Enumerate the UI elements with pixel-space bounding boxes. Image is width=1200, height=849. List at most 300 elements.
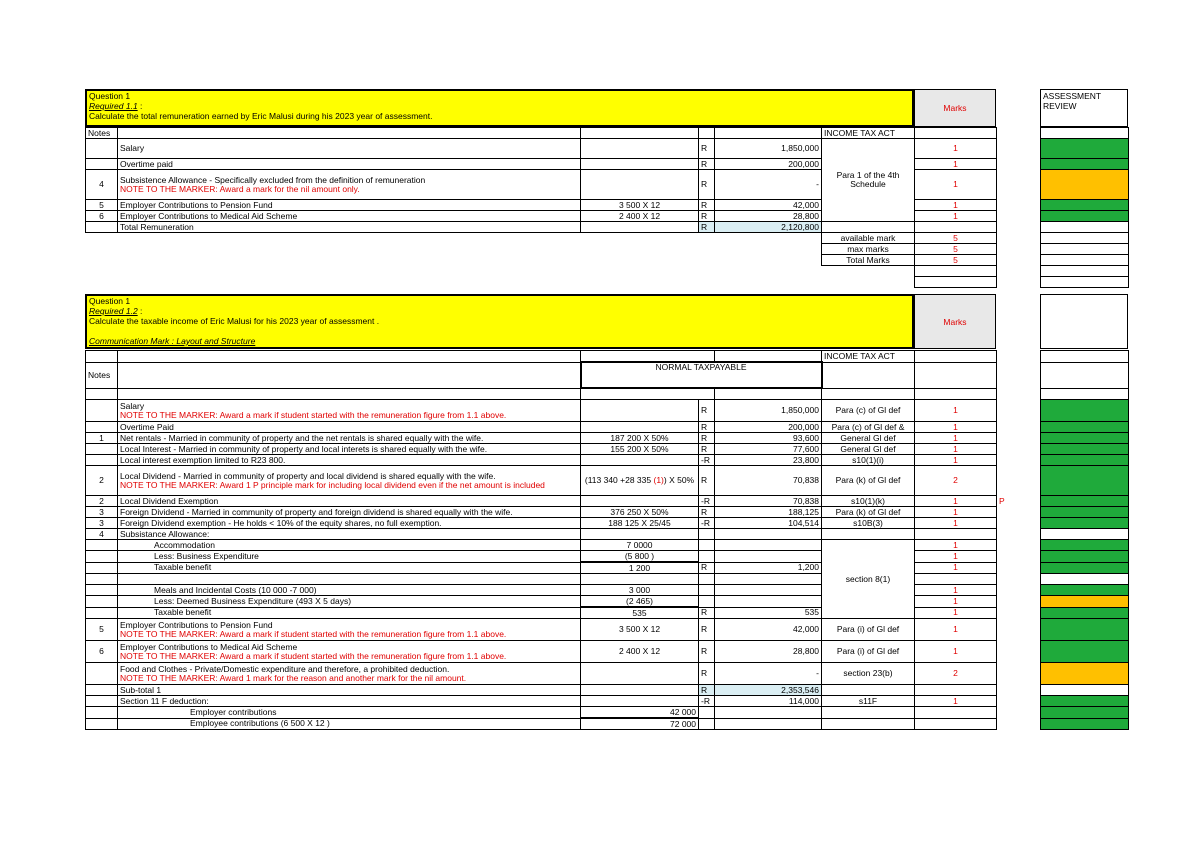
q2-calc-mark: (1) (653, 475, 664, 485)
q1-review (1041, 277, 1129, 288)
q2-contrib-label: Employee contributions (6 500 X 12 ) (118, 718, 581, 730)
q2-normal-header: NORMAL TAXPAYABLE (581, 362, 822, 388)
q1-mark (915, 266, 997, 277)
q1-review (1041, 170, 1129, 200)
q2-currency: R (699, 466, 715, 496)
q2-sub-currency (699, 551, 715, 563)
q1-row (86, 170, 1129, 200)
q2-gap (997, 562, 1041, 574)
q2-sub-amount (715, 596, 822, 608)
q1-act-text: Para 1 of the 4th Schedule (836, 170, 900, 189)
q1-header (85, 89, 914, 127)
q1-act (822, 139, 915, 222)
q1-gap (997, 139, 1041, 159)
q1-act (822, 222, 915, 233)
q2-subtotal-label: Sub-total 1 (118, 685, 581, 696)
q1-amount: 1,850,000 (715, 139, 822, 159)
q2-desc-text: Salary (120, 400, 145, 411)
q1-mark: 1 (915, 159, 997, 170)
q1-calc: 2 400 X 12 (581, 211, 699, 222)
q2-desc (118, 444, 581, 455)
q2-mark: 2 (915, 663, 997, 685)
q2-currency: R (699, 400, 715, 422)
q2-notes-header: Notes (86, 362, 118, 388)
q2-sub-row (86, 551, 1129, 563)
q2-amount: 70,838 (715, 466, 822, 496)
q2-calc: 188 125 X 25/45 (581, 518, 699, 529)
q2-note (86, 585, 118, 596)
q1-required-suffix: : (137, 101, 143, 111)
q2-mark: 1 (915, 422, 997, 433)
q2-currency: R (699, 641, 715, 663)
q2-mark: 1 (915, 455, 997, 466)
q2-desc-marker-note: NOTE TO THE MARKER: Award a mark if student started with the remuneration figure from 1.1 above. (120, 650, 507, 661)
q2-side (997, 422, 1041, 433)
q2-act: section 23(b) (822, 663, 915, 685)
q2-sub-calc: 3 000 (581, 585, 699, 596)
q1-total-currency: R (699, 222, 715, 233)
q2-sub-amount: 535 (715, 607, 822, 619)
q2-note (86, 444, 118, 455)
q2-gap (997, 596, 1041, 608)
q2-sub-currency (699, 540, 715, 551)
q1-act-header: INCOME TAX ACT (822, 128, 915, 139)
q2-sub-review (1041, 596, 1129, 608)
q2-marks-header (914, 294, 996, 349)
q2-currency: -R (699, 518, 715, 529)
q2-gap (997, 707, 1041, 719)
q1-desc (118, 139, 581, 159)
q2-mark: 1 (915, 641, 997, 663)
q2-currency: R (699, 422, 715, 433)
q1-calc (581, 170, 699, 200)
q2-mark: 1 (915, 496, 997, 507)
q2-amount (715, 707, 822, 719)
q2-review (1041, 663, 1129, 685)
q2-s11f-act: s11F (822, 696, 915, 707)
q1-summary-row (86, 233, 1129, 244)
q2-currency: R (699, 663, 715, 685)
q1-blank (86, 266, 915, 277)
q2-sub-currency (699, 585, 715, 596)
q1-desc-text: Overtime paid (120, 158, 173, 169)
q2-calc (581, 466, 699, 496)
q2-gap (997, 585, 1041, 596)
q2-desc-text: Subsistance Allowance: (120, 528, 210, 539)
q2-note (86, 400, 118, 422)
q1-total-amount: 2,120,800 (715, 222, 822, 233)
q1-review (1041, 233, 1129, 244)
q2-act: Para (c) of Gl def & (822, 422, 915, 433)
q1-gap (997, 244, 1041, 255)
q2-row (86, 433, 1129, 444)
q2-row (86, 496, 1129, 507)
q2-act: Para (i) of Gl def (822, 619, 915, 641)
q2-row (86, 619, 1129, 641)
q1-table (85, 127, 1129, 288)
q1-blank (86, 277, 915, 288)
q1-total-label: Total Remuneration (118, 222, 581, 233)
q2-act: General Gl def (822, 433, 915, 444)
q2-required-suffix: : (137, 306, 143, 316)
q2-note: 5 (86, 619, 118, 641)
q2-row (86, 641, 1129, 663)
q2-act (822, 685, 915, 696)
q2-sub-review (1041, 607, 1129, 619)
q2-sub-calc: 535 (581, 607, 699, 619)
q2-review (1041, 685, 1129, 696)
q2-communication: Communication Mark : Layout and Structure (89, 336, 256, 346)
q2-subtotal-currency: R (699, 685, 715, 696)
q2-desc-text: Food and Clothes - Private/Domestic expenditure and therefore, a prohibited deduction. (120, 663, 450, 674)
q2-gap (997, 551, 1041, 563)
q2-calc-text: (113 340 +28 335 (584, 475, 654, 485)
q2-sub-mark (915, 574, 997, 585)
q2-sub-amount: 1,200 (715, 562, 822, 574)
q2-currency: -R (699, 496, 715, 507)
q2-note (86, 685, 118, 696)
q2-sub-calc: 7 0000 (581, 540, 699, 551)
q2-calc (581, 455, 699, 466)
q1-summary-value: 5 (915, 233, 997, 244)
q2-desc (118, 518, 581, 529)
q2-sub-mark: 1 (915, 585, 997, 596)
q2-desc (118, 466, 581, 496)
q2-sub-currency: R (699, 607, 715, 619)
q2-calc: 155 200 X 50% (581, 444, 699, 455)
q2-amount: 188,125 (715, 507, 822, 518)
q2-sub-amount (715, 585, 822, 596)
q1-amount: 28,800 (715, 211, 822, 222)
q2-act: s10(1)(k) (822, 496, 915, 507)
q1-desc-marker-note: NOTE TO THE MARKER: Award a mark for the nil amount only. (120, 183, 360, 194)
q2-gap (997, 607, 1041, 619)
q2-sub-review (1041, 540, 1129, 551)
q2-sub-desc (118, 574, 581, 585)
q2-currency (699, 707, 715, 719)
q2-contrib-value: 72 000 (581, 718, 699, 730)
q2-sub-amount (715, 574, 822, 585)
q1-row (86, 139, 1129, 159)
q2-subtotal-amount: 2,353,546 (715, 685, 822, 696)
q2-note: 6 (86, 641, 118, 663)
q2-note (86, 422, 118, 433)
q2-side (997, 529, 1041, 540)
q2-desc-marker-note: NOTE TO THE MARKER: Award 1 mark for the reason and another mark for the nil amount. (120, 672, 467, 683)
q2-desc (118, 400, 581, 422)
q2-sub-mark: 1 (915, 551, 997, 563)
q2-mark (915, 718, 997, 730)
q2-title: Question 1 (89, 296, 131, 306)
q2-amount: 1,850,000 (715, 400, 822, 422)
q2-desc (118, 496, 581, 507)
q2-sub-desc: Meals and Incidental Costs (10 000 -7 000) (118, 585, 581, 596)
q2-sub-row (86, 596, 1129, 608)
q2-side (997, 507, 1041, 518)
q2-desc-text: Local Dividend Exemption (120, 495, 219, 506)
q2-calc (581, 496, 699, 507)
q2-desc-text: Employer Contributions to Pension Fund (120, 619, 273, 630)
q2-subtotal-row (86, 685, 1129, 696)
q2-note (86, 718, 118, 730)
q2-note (86, 596, 118, 608)
q1-gap (997, 277, 1041, 288)
q2-sub-mark: 1 (915, 607, 997, 619)
q2-review (1041, 422, 1129, 433)
q1-note: 6 (86, 211, 118, 222)
q2-row (86, 444, 1129, 455)
q2-act: Para (k) of Gl def (822, 466, 915, 496)
q1-required: Required 1.1 (89, 101, 138, 111)
q2-note: 1 (86, 433, 118, 444)
q2-sub-desc: Taxable benefit (118, 607, 581, 619)
q2-act: Para (i) of Gl def (822, 641, 915, 663)
q2-s11f-amount: 114,000 (715, 696, 822, 707)
q1-summary-value: 5 (915, 244, 997, 255)
q2-mark (915, 685, 997, 696)
q1-gap (997, 222, 1041, 233)
q1-row (86, 211, 1129, 222)
q2-currency: -R (699, 455, 715, 466)
q2-sub-row (86, 585, 1129, 596)
q1-amount: - (715, 170, 822, 200)
q2-sub-mark: 1 (915, 596, 997, 608)
q2-note (86, 551, 118, 563)
q2-currency: R (699, 507, 715, 518)
q2-row (86, 518, 1129, 529)
q2-s11f-mark: 1 (915, 696, 997, 707)
q2-instruction: Calculate the taxable income of Eric Malusi for his 2023 year of assessment . (89, 316, 380, 326)
q1-notes-header: Notes (86, 128, 118, 139)
q1-total-row (86, 222, 1129, 233)
q2-sub-amount (715, 540, 822, 551)
q2-desc (118, 433, 581, 444)
q1-desc (118, 211, 581, 222)
q2-sub-review (1041, 562, 1129, 574)
q2-desc (118, 641, 581, 663)
q2-row (86, 507, 1129, 518)
q2-contrib-row (86, 718, 1129, 730)
spreadsheet (85, 89, 1128, 765)
q1-review (1041, 159, 1129, 170)
q1-row (86, 159, 1129, 170)
q2-review (1041, 518, 1129, 529)
q2-marks-label: Marks (943, 316, 967, 327)
q1-desc-text: Employer Contributions to Pension Fund (120, 199, 273, 210)
q1-review (1041, 222, 1129, 233)
q2-sub-desc: Less: Business Expenditure (118, 551, 581, 563)
q2-mark: 1 (915, 518, 997, 529)
q1-amount: 200,000 (715, 159, 822, 170)
q2-side (997, 619, 1041, 641)
q2-table (85, 350, 1129, 730)
q2-sub-mark: 1 (915, 540, 997, 551)
q2-desc-text: Net rentals - Married in community of property and the net rentals is shared equally with the wife. (120, 432, 484, 443)
q2-s11f-label: Section 11 F deduction: (118, 696, 581, 707)
q2-amount (715, 529, 822, 540)
q1-currency: R (699, 211, 715, 222)
q1-currency: R (699, 200, 715, 211)
q2-s11f-currency: -R (699, 696, 715, 707)
q2-mark (915, 529, 997, 540)
q2-desc-text: Local Dividend - Married in community of property and local dividend is shared equally with the wife. (120, 470, 496, 481)
q1-instruction: Calculate the total remuneration earned by Eric Malusi during his 2023 year of assessment. (89, 111, 433, 121)
q2-desc-marker-note: NOTE TO THE MARKER: Award 1 P principle mark for including local dividend even if the net amount is included (120, 479, 545, 490)
q1-mark (915, 222, 997, 233)
q2-note: 3 (86, 518, 118, 529)
q2-row (86, 466, 1129, 496)
q1-mark: 1 (915, 211, 997, 222)
q2-contrib-row (86, 707, 1129, 719)
q2-calc-end: ) X 50% (663, 475, 695, 485)
q2-desc-marker-note: NOTE TO THE MARKER: Award a mark if student started with the remuneration figure from 1.1 above. (120, 409, 507, 420)
q2-currency: R (699, 433, 715, 444)
q2-contrib-value: 42 000 (581, 707, 699, 719)
q2-sub-currency (699, 596, 715, 608)
q2-calc: 187 200 X 50% (581, 433, 699, 444)
q2-row (86, 529, 1129, 540)
q2-review (1041, 455, 1129, 466)
q1-blank (86, 244, 822, 255)
q1-calc: 3 500 X 12 (581, 200, 699, 211)
q1-amount: 42,000 (715, 200, 822, 211)
q1-summary-label: Total Marks (822, 255, 915, 266)
q1-summary-label: max marks (822, 244, 915, 255)
q2-calc: 3 500 X 12 (581, 619, 699, 641)
q2-s11f-review (1041, 696, 1129, 707)
q1-summary-row (86, 244, 1129, 255)
q2-sub-mark: 1 (915, 562, 997, 574)
q2-review (1041, 507, 1129, 518)
q2-desc (118, 663, 581, 685)
q1-gap (997, 170, 1041, 200)
q2-sub-desc: Taxable benefit (118, 562, 581, 574)
q2-amount: 104,514 (715, 518, 822, 529)
q1-gap (997, 266, 1041, 277)
q2-note (86, 562, 118, 574)
q1-desc (118, 159, 581, 170)
q1-review (1041, 255, 1129, 266)
q2-note (86, 455, 118, 466)
q1-blank (86, 233, 822, 244)
q2-amount: 23,800 (715, 455, 822, 466)
q2-contrib-review (1041, 718, 1129, 730)
q2-review (1041, 619, 1129, 641)
q2-sub-currency (699, 574, 715, 585)
q1-currency: R (699, 159, 715, 170)
q2-side (997, 466, 1041, 496)
q2-note (86, 696, 118, 707)
q2-mark: 1 (915, 444, 997, 455)
q2-gap (997, 540, 1041, 551)
q1-calc (581, 139, 699, 159)
q2-sub-amount (715, 551, 822, 563)
q2-desc (118, 507, 581, 518)
q2-calc: 376 250 X 50% (581, 507, 699, 518)
q1-desc-text: Subsistence Allowance - Specifically excluded from the definition of remuneration (120, 174, 426, 185)
q2-side (997, 455, 1041, 466)
q2-calc (581, 422, 699, 433)
q2-mark: 1 (915, 433, 997, 444)
q2-gap (997, 696, 1041, 707)
q2-note (86, 540, 118, 551)
q2-desc-text: Overtime Paid (120, 421, 174, 432)
q2-side (997, 444, 1041, 455)
q2-review (1041, 496, 1129, 507)
q2-note (86, 574, 118, 585)
q1-notes-row (86, 128, 1129, 139)
q1-mark: 1 (915, 170, 997, 200)
q2-act: s10B(3) (822, 518, 915, 529)
q2-mark (915, 707, 997, 719)
q2-contrib-label: Employer contributions (118, 707, 581, 719)
q2-act: Para (c) of Gl def (822, 400, 915, 422)
q2-side (997, 518, 1041, 529)
q2-calc (581, 696, 699, 707)
q1-currency: R (699, 139, 715, 159)
q1-summary-value: 5 (915, 255, 997, 266)
q2-review (1041, 444, 1129, 455)
q2-sub-row (86, 574, 1129, 585)
q2-desc-text: Local interest exemption limited to R23 800. (120, 454, 286, 465)
q2-desc-text: Foreign Dividend - Married in community of property and foreign dividend is shared equally with the wife. (120, 506, 513, 517)
q2-amount: 77,600 (715, 444, 822, 455)
q2-act (822, 707, 915, 719)
q2-amount: 200,000 (715, 422, 822, 433)
q2-s11f-row (86, 696, 1129, 707)
q1-calc (581, 222, 699, 233)
q2-act (822, 718, 915, 730)
q1-desc (118, 170, 581, 200)
q2-review-header (1040, 294, 1128, 349)
q1-marks-header (914, 89, 996, 127)
q2-sub-review (1041, 574, 1129, 585)
q2-amount: - (715, 663, 822, 685)
q2-act: Para (k) of Gl def (822, 507, 915, 518)
q1-currency: R (699, 170, 715, 200)
q2-review (1041, 529, 1129, 540)
q2-mark: 1 (915, 619, 997, 641)
q2-side (997, 663, 1041, 685)
q2-currency (699, 718, 715, 730)
q2-note: 3 (86, 507, 118, 518)
q2-sub-row (86, 562, 1129, 574)
q2-side (997, 400, 1041, 422)
q1-row (86, 200, 1129, 211)
q1-review (1041, 266, 1129, 277)
q1-mark: 1 (915, 139, 997, 159)
q2-calc (581, 529, 699, 540)
q2-sub-currency: R (699, 562, 715, 574)
q1-note (86, 139, 118, 159)
review-header-label: ASSESSMENT REVIEW (1043, 91, 1101, 111)
q2-gap (997, 718, 1041, 730)
q1-mark (915, 277, 997, 288)
q2-desc-marker-note: NOTE TO THE MARKER: Award a mark if student started with the remuneration figure from 1.1 above. (120, 628, 507, 639)
q2-required: Required 1.2 (89, 306, 138, 316)
q2-sub-calc: (2 465) (581, 596, 699, 608)
q2-sub-row (86, 607, 1129, 619)
q2-side (997, 433, 1041, 444)
q1-desc (118, 200, 581, 211)
q2-sub-row (86, 540, 1129, 551)
review-header (1040, 89, 1128, 127)
q1-marks-label: Marks (943, 103, 967, 113)
q2-row (86, 400, 1129, 422)
q2-sub-review (1041, 585, 1129, 596)
q2-review (1041, 433, 1129, 444)
q2-sub-act: section 8(1) (822, 540, 915, 619)
